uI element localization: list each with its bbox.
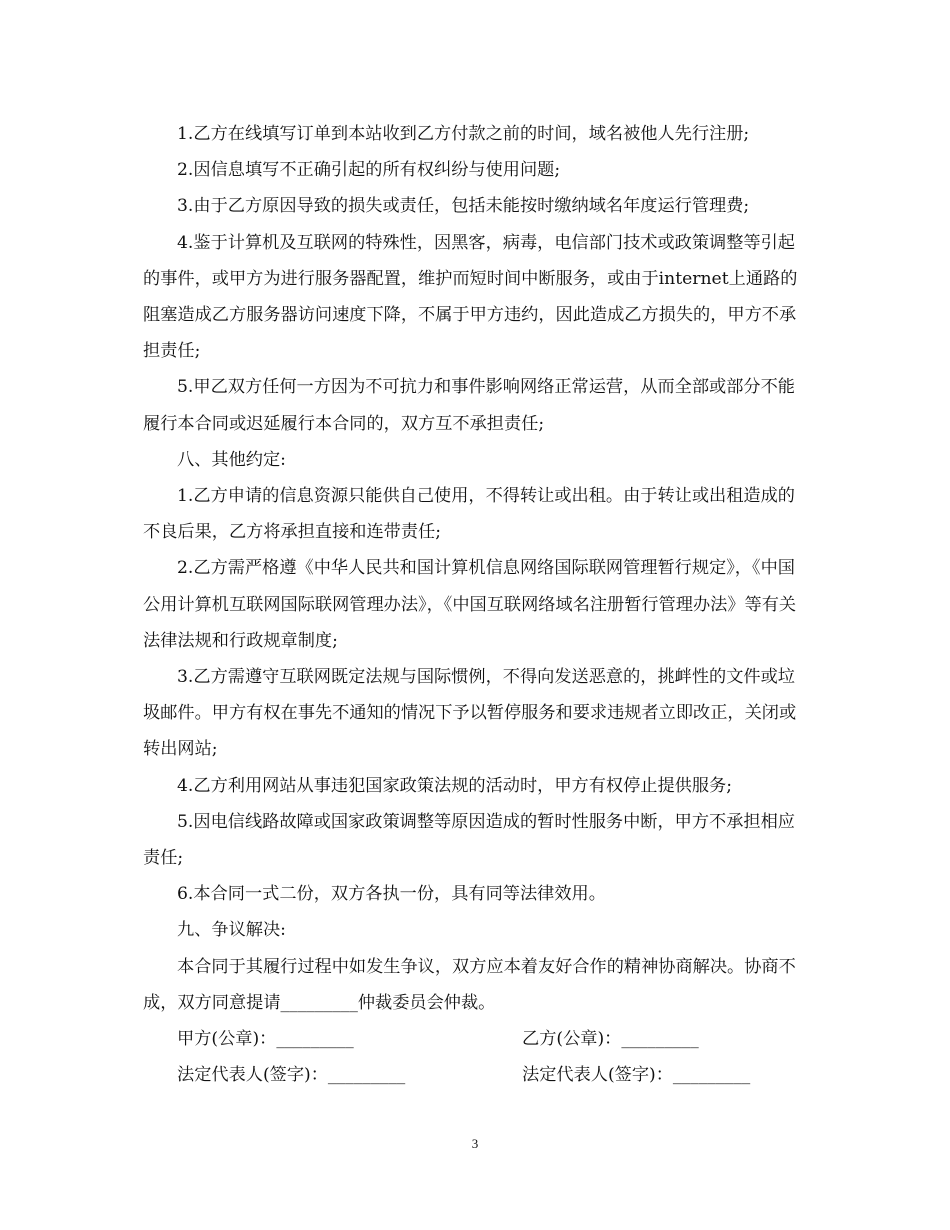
party-a-seal-field: 甲方(公章)：_________: [177, 1029, 354, 1050]
dispute-resolution-text: 本合同于其履行过程中如发生争议，双方应本着友好合作的精神协商解决。协商不成，双方同意提请_________仲裁委员会仲裁。: [143, 956, 796, 1013]
clause-4-internet-special: 4.鉴于计算机及互联网的特殊性，因黑客，病毒，电信部门技术或政策调整等引起的事件，或甲方为进行服务器配置，维护而短时间中断服务，或由于internet上通路的阻塞造成乙方服务器访问速度下降，不属于甲方违约，因此造成乙方损失的，甲方不承担责任;: [143, 232, 798, 362]
other-clause-5: 5.因电信线路故障或国家政策调整等原因造成的暂时性服务中断，甲方不承担相应责任;: [143, 811, 795, 869]
document-body: [143, 116, 811, 1093]
clause-5-force-majeure: 5.甲乙双方任何一方因为不可抗力和事件影响网络正常运营，从而全部或部分不能履行本合同或迟延履行本合同的，双方互不承担责任;: [143, 377, 795, 434]
clause-2-info-incorrect: 2.因信息填写不正确引起的所有权纠纷与使用问题;: [177, 160, 561, 181]
representative-signature-row: [143, 1057, 811, 1093]
party-a-representative-field: 法定代表人(签字)：_________: [177, 1065, 406, 1086]
other-clause-4: 4.乙方利用网站从事违犯国家政策法规的活动时，甲方有权停止提供服务;: [177, 775, 733, 796]
seal-signature-row: [143, 1021, 811, 1057]
section-heading-dispute-resolution: 九、争议解决:: [177, 920, 286, 941]
page-number: 3: [471, 1136, 479, 1151]
clause-3-party-b-fault: 3.由于乙方原因导致的损失或责任，包括未能按时缴纳域名年度运行管理费;: [177, 196, 750, 217]
section-heading-other-agreements: 八、其他约定:: [177, 449, 286, 470]
other-clause-2: 2.乙方需严格遵《中华人民共和国计算机信息网络国际联网管理暂行规定》，《中国公用计算机互联网国际联网管理办法》，《中国互联网络域名注册暂行管理办法》等有关法律法规和行政规章制度;: [143, 558, 797, 651]
other-clause-6: 6.本合同一式二份，双方各执一份，具有同等法律效用。: [177, 884, 606, 905]
party-b-seal-field: 乙方(公章)：_________: [522, 1029, 699, 1050]
other-clause-1: 1.乙方申请的信息资源只能供自己使用，不得转让或出租。由于转让或出租造成的不良后果，乙方将承担直接和连带责任;: [143, 486, 795, 543]
clause-1-domain-preregistered: 1.乙方在线填写订单到本站收到乙方付款之前的时间，域名被他人先行注册;: [177, 124, 750, 144]
other-clause-3: 3.乙方需遵守互联网既定法规与国际惯例，不得向发送恶意的，挑衅性的文件或垃圾邮件。甲方有权在事先不通知的情况下予以暂停服务和要求违规者立即改正，关闭或转出网站;: [143, 667, 797, 760]
party-b-representative-field: 法定代表人(签字)：_________: [522, 1065, 751, 1086]
